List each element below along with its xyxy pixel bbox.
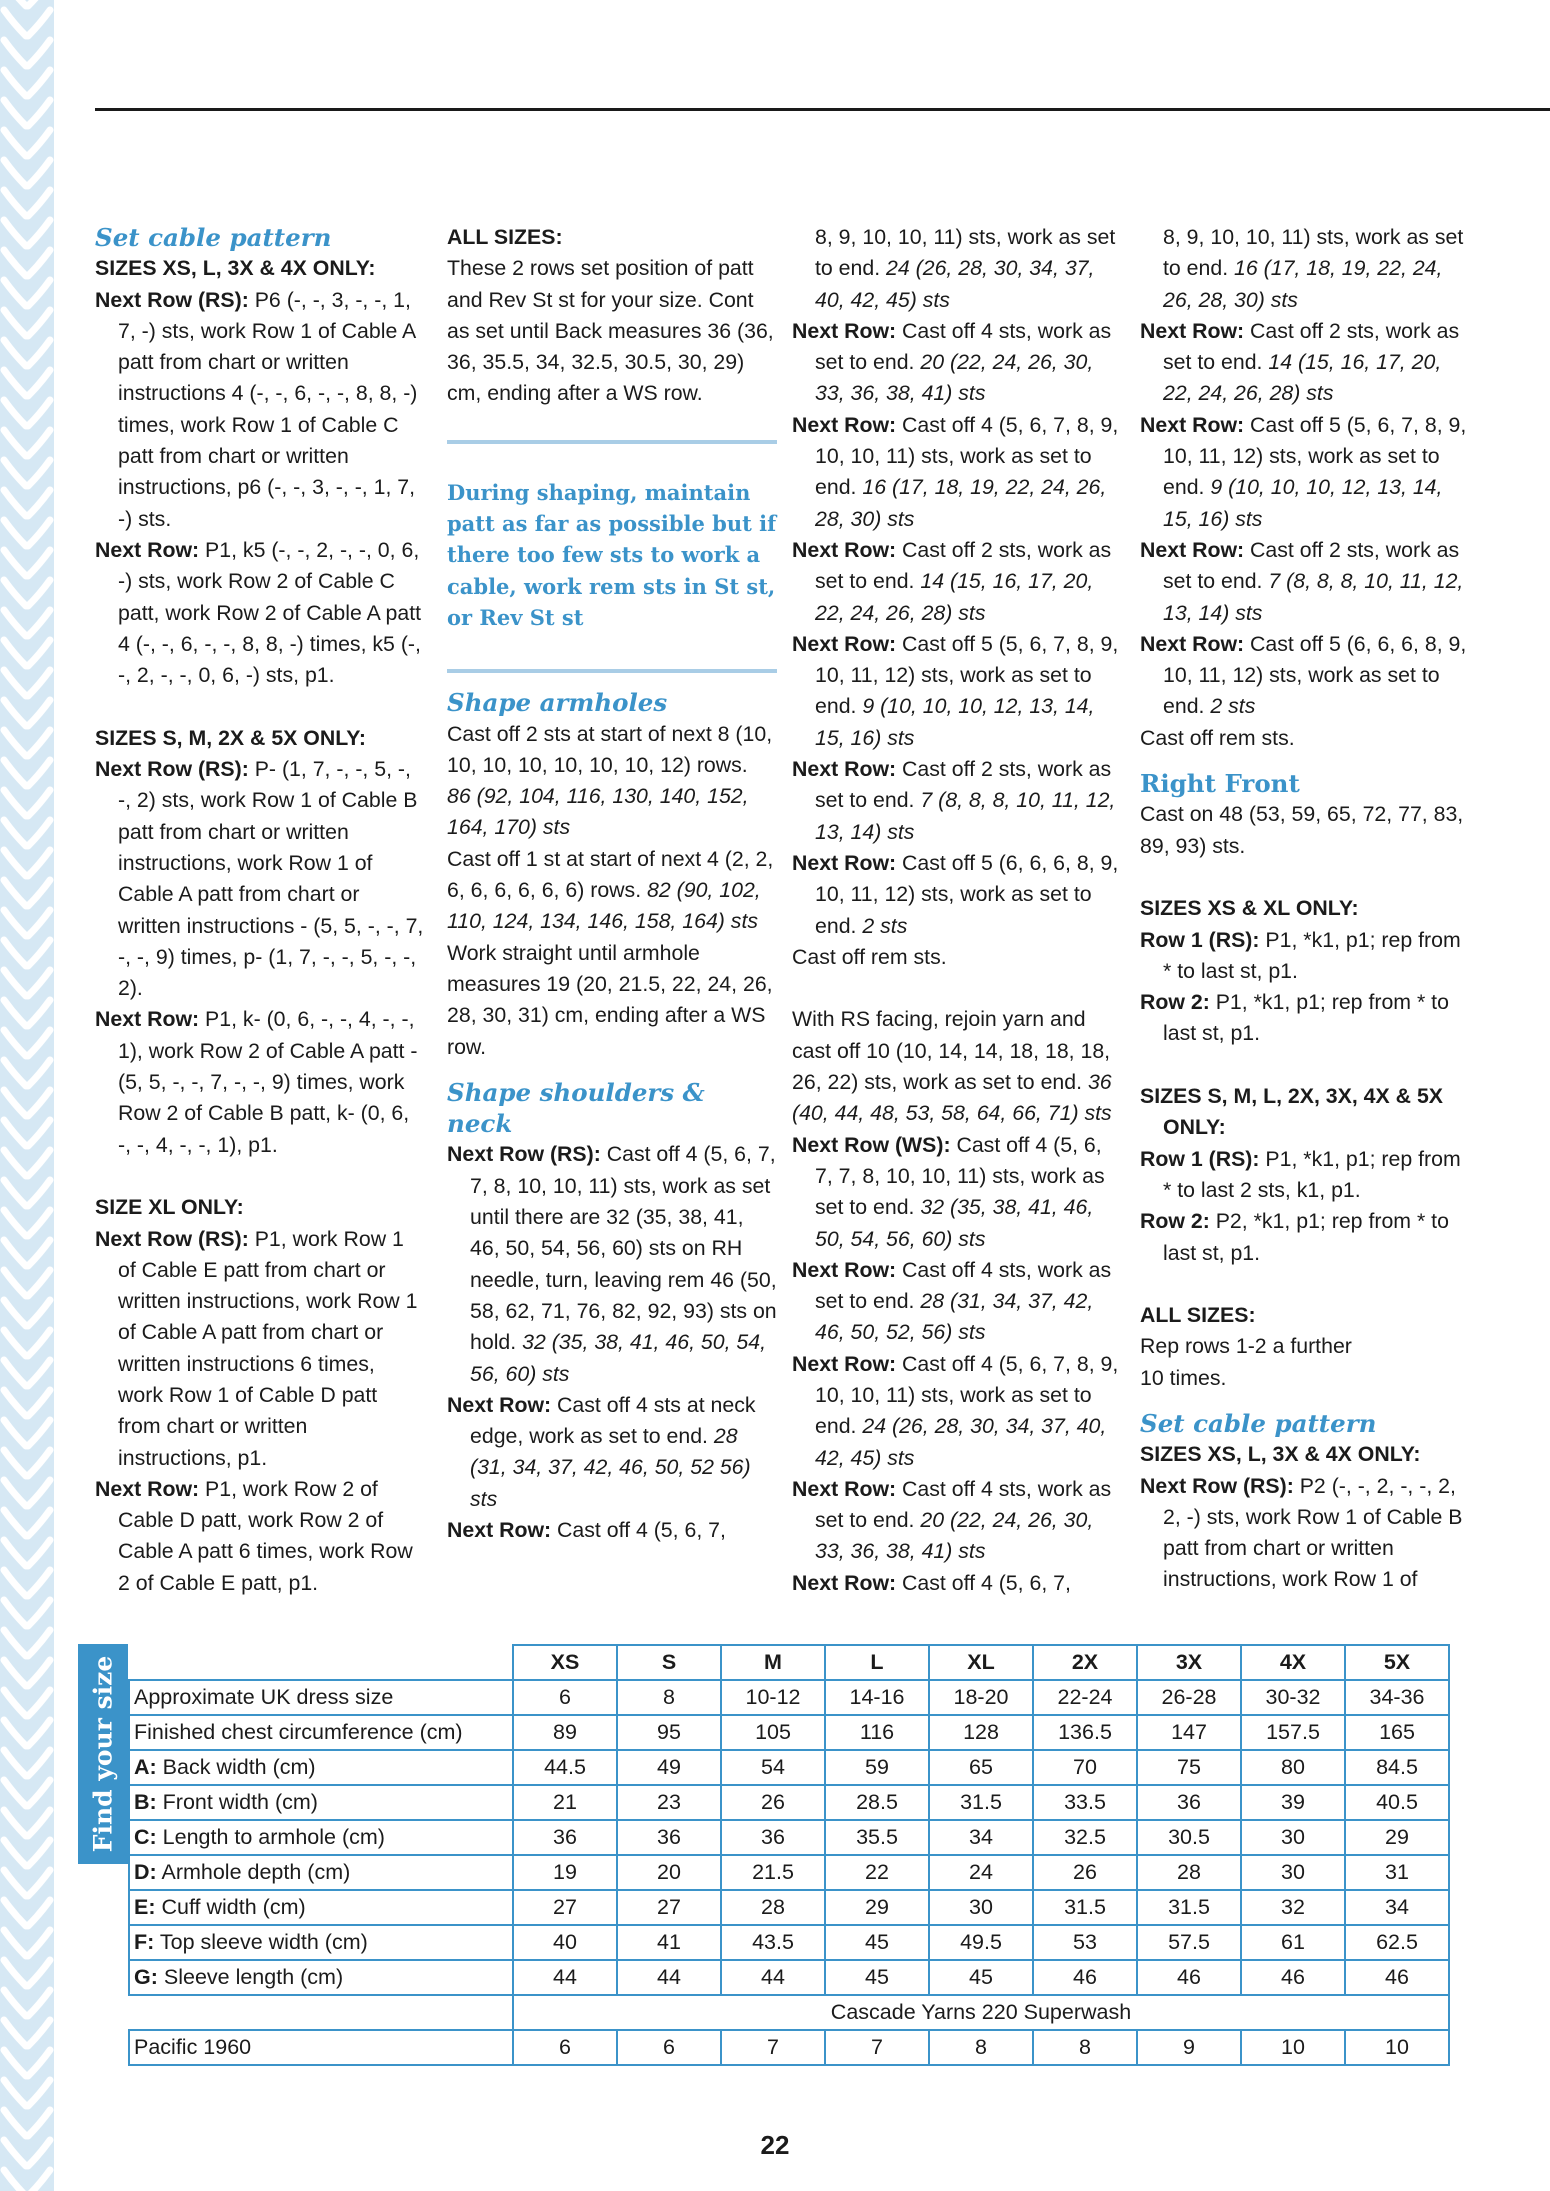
- column-2: [447, 222, 777, 1546]
- table-cell: 26: [721, 1785, 825, 1820]
- table-cell: 10: [1241, 2030, 1345, 2065]
- table-header-row: [129, 1645, 1449, 1680]
- table-cell: 62.5: [1345, 1925, 1449, 1960]
- table-cell: 41: [617, 1925, 721, 1960]
- table-cell: 22-24: [1033, 1680, 1137, 1715]
- table-cell: 7: [825, 2030, 929, 2065]
- instruction-row: [1140, 410, 1470, 535]
- table-cell: 31.5: [1137, 1890, 1241, 1925]
- table-cell: 8: [929, 2030, 1033, 2065]
- instruction-row: [95, 285, 425, 535]
- instruction-row: [792, 754, 1122, 848]
- table-cell: 22: [825, 1855, 929, 1890]
- measurement-key: E:: [134, 1895, 156, 1919]
- paragraph: Rep rows 1-2 a further 10 times.: [1140, 1334, 1352, 1390]
- text: Cast off 2 sts at start of next 8 (10, 10, 10, 10, 10, 10, 10, 12) rows.: [447, 721, 773, 777]
- tab-label: Find your size: [88, 1655, 118, 1853]
- stitch-count: 20 (22, 24, 26, 30, 33, 36, 38, 41) sts: [815, 1508, 1094, 1564]
- table-cell: 45: [825, 1960, 929, 1995]
- row-label: Next Row (WS):: [792, 1132, 951, 1157]
- table-cell: 46: [1033, 1960, 1137, 1995]
- size-header: 5X: [1345, 1645, 1449, 1680]
- row-label: Next Row:: [792, 318, 897, 343]
- table-cell: 31.5: [1033, 1890, 1137, 1925]
- measurement-label: Back width (cm): [156, 1755, 316, 1779]
- sizes-label: SIZES S, M, 2X & 5X ONLY:: [95, 725, 367, 750]
- table-cell: 36: [513, 1820, 617, 1855]
- instruction-row: [447, 1515, 777, 1546]
- yarn-brand-row: [129, 1995, 1449, 2030]
- sizes-label: SIZES XS & XL ONLY:: [1140, 896, 1359, 921]
- table-row: [129, 1960, 1449, 1995]
- row-label-cell: [129, 1680, 513, 1715]
- measurement-label: Armhole depth (cm): [156, 1860, 351, 1884]
- measurement-key: F:: [134, 1930, 155, 1954]
- instruction-row: [95, 754, 425, 1004]
- table-cell: 27: [617, 1890, 721, 1925]
- table-cell: 31: [1345, 1855, 1449, 1890]
- table-row: [129, 1680, 1449, 1715]
- measurement-label: Approximate UK dress size: [134, 1685, 394, 1709]
- table-cell: 6: [513, 1680, 617, 1715]
- row-text: P2 (-, -, 2, -, -, 2, 2, -) sts, work Row 1 of Cable B patt from chart or written instructions, work Row 1 of: [1163, 1473, 1463, 1592]
- table-cell: 54: [721, 1750, 825, 1785]
- instruction-row: [792, 1349, 1122, 1474]
- sizes-label: ALL SIZES:: [447, 225, 563, 249]
- measurement-label: Finished chest circumference (cm): [134, 1720, 463, 1744]
- table-cell: 24: [929, 1855, 1033, 1890]
- instruction-row: [792, 410, 1122, 535]
- row-label: Next Row:: [1140, 631, 1245, 656]
- table-cell: 32: [1241, 1890, 1345, 1925]
- table-cell: 27: [513, 1890, 617, 1925]
- instruction-row: [95, 1224, 425, 1474]
- table-cell: 18-20: [929, 1680, 1033, 1715]
- stitch-count: 14 (15, 16, 17, 20, 22, 24, 26, 28) sts: [1163, 350, 1442, 406]
- row-label: Row 1 (RS):: [1140, 927, 1260, 952]
- row-label: Next Row:: [792, 1476, 897, 1501]
- row-label-cell: [129, 1785, 513, 1820]
- row-text: Cast off 2 sts, work as set to end.: [1163, 318, 1460, 375]
- row-label: Next Row (RS):: [95, 757, 249, 782]
- stitch-count: 16 (17, 18, 19, 22, 24, 26, 28, 30) sts: [815, 475, 1107, 531]
- row-text: Cast off 4 sts, work as set to end.: [815, 1476, 1112, 1533]
- sizes-label: SIZES S, M, L, 2X, 3X, 4X & 5X ONLY:: [1140, 1084, 1443, 1140]
- find-your-size-tab: [78, 1644, 128, 1864]
- measurement-key: C:: [134, 1825, 157, 1849]
- row-label: Next Row:: [1140, 537, 1245, 562]
- yarn-quantity-row: [129, 2030, 1449, 2065]
- instruction-row: [95, 1004, 425, 1160]
- row-text: Cast off 4 sts, work as set to end.: [815, 318, 1112, 375]
- column-4: [1140, 222, 1470, 1596]
- row-text: Cast off 4 (5, 6, 7,: [896, 1570, 1071, 1595]
- instruction-row: [1140, 1206, 1470, 1269]
- row-label: Next Row:: [792, 1570, 897, 1595]
- table-cell: 61: [1241, 1925, 1345, 1960]
- stitch-count: 20 (22, 24, 26, 30, 33, 36, 38, 41) sts: [815, 350, 1094, 406]
- table-cell: 39: [1241, 1785, 1345, 1820]
- instruction-row: [95, 1474, 425, 1599]
- table-cell: 35.5: [825, 1820, 929, 1855]
- row-text: Cast off 4 sts at neck edge, work as set to end.: [470, 1392, 756, 1449]
- stitch-count: 2 sts: [1210, 694, 1256, 719]
- instruction-row: [792, 848, 1122, 942]
- instruction-row: [792, 316, 1122, 410]
- stitch-count: 28 (31, 34, 37, 42, 46, 50, 52 56) sts: [470, 1424, 751, 1511]
- table-cell: 116: [825, 1715, 929, 1750]
- table-cell: 89: [513, 1715, 617, 1750]
- table-cell: 44: [513, 1960, 617, 1995]
- table-cell: 105: [721, 1715, 825, 1750]
- yarn-colour-label: Pacific 1960: [129, 2030, 513, 2065]
- row-label-cell: [129, 1960, 513, 1995]
- stitch-count: 32 (35, 38, 41, 46, 50, 54, 56, 60) sts: [815, 1195, 1094, 1251]
- instruction-row: [1140, 535, 1470, 629]
- measurement-label: Sleeve length (cm): [157, 1965, 344, 1989]
- page-number: 22: [760, 2130, 790, 2160]
- stitch-count: 28 (31, 34, 37, 42, 46, 50, 52, 56) sts: [815, 1289, 1094, 1345]
- size-header: 2X: [1033, 1645, 1137, 1680]
- stitch-count: 7 (8, 8, 8, 10, 11, 12, 13, 14) sts: [815, 788, 1116, 844]
- table-cell: 26: [1033, 1855, 1137, 1890]
- instruction-row: [792, 535, 1122, 629]
- sizes-label: SIZES XS, L, 3X & 4X ONLY:: [1140, 1442, 1421, 1467]
- table-cell: 6: [617, 2030, 721, 2065]
- row-text: Cast off 2 sts, work as set to end.: [1163, 537, 1460, 594]
- paragraph: [447, 844, 777, 938]
- measurement-label: Front width (cm): [156, 1790, 318, 1814]
- table-cell: 80: [1241, 1750, 1345, 1785]
- table-cell: 95: [617, 1715, 721, 1750]
- table-cell: 157.5: [1241, 1715, 1345, 1750]
- instruction-row: [1140, 925, 1470, 988]
- table-cell: 30.5: [1137, 1820, 1241, 1855]
- table-cell: 30: [929, 1890, 1033, 1925]
- row-label: Next Row (RS):: [447, 1142, 601, 1167]
- table-cell: 7: [721, 2030, 825, 2065]
- row-text: Cast off 5 (5, 6, 7, 8, 9, 10, 11, 12) sts, work as set to end.: [815, 631, 1119, 719]
- table-cell: 10: [1345, 2030, 1449, 2065]
- top-rule: [95, 108, 1550, 111]
- row-text: P- (1, 7, -, -, 5, -, -, 2) sts, work Row 1 of Cable B patt from chart or written instructions, work Row 1 of Cable A patt from chart or written instructions - (5, 5, -, -, 7, -, -, 9) times, p- (1, 7, -, -, 5, -, -, 2).: [118, 757, 424, 1001]
- paragraph: These 2 rows set position of patt and Rev St st for your size. Cont as set until Back measures 36 (36, 36, 35.5, 34, 32.5, 30.5, 30, 29) cm, ending after a WS row.: [447, 256, 774, 406]
- instruction-row: [1140, 629, 1470, 723]
- table-row: [129, 1750, 1449, 1785]
- measurement-label: Top sleeve width (cm): [154, 1930, 368, 1954]
- row-label: Next Row:: [95, 1007, 200, 1032]
- sizes-label: ALL SIZES:: [1140, 1303, 1256, 1328]
- instruction-row: [792, 629, 1122, 754]
- row-text: P1, *k1, p1; rep from * to last st, p1.: [1163, 927, 1461, 983]
- continued-row: [792, 222, 1122, 316]
- instruction-row: [1140, 316, 1470, 410]
- table-cell: 53: [1033, 1925, 1137, 1960]
- row-label: Next Row:: [1140, 318, 1245, 343]
- row-text: P1, work Row 1 of Cable E patt from chart or written instructions, work Row 1 of Cable A patt from chart or written instructions 6 times, work Row 1 of Cable D patt from chart or written instructions, p1.: [118, 1226, 418, 1470]
- row-label: Next Row:: [792, 631, 897, 656]
- table-cell: 44: [617, 1960, 721, 1995]
- table-cell: 23: [617, 1785, 721, 1820]
- size-header: M: [721, 1645, 825, 1680]
- stitch-count: 36 (40, 44, 48, 53, 58, 64, 66, 71) sts: [792, 1070, 1112, 1126]
- table-cell: 147: [1137, 1715, 1241, 1750]
- table-cell: 26-28: [1137, 1680, 1241, 1715]
- tip-text: During shaping, maintain patt as far as possible but if there too few sts to work a cable, work rem sts in St st, or Rev St st: [447, 479, 777, 630]
- heading-set-cable-pattern-front: Set cable pattern: [1140, 1408, 1377, 1438]
- stitch-count: 82 (90, 102, 110, 124, 134, 146, 158, 164) sts: [447, 878, 761, 934]
- sizes-label: SIZE XL ONLY:: [95, 1195, 244, 1220]
- table-cell: 46: [1241, 1960, 1345, 1995]
- table-cell: 28: [1137, 1855, 1241, 1890]
- row-label: Next Row:: [792, 850, 897, 875]
- size-header: S: [617, 1645, 721, 1680]
- row-label: Row 1 (RS):: [1140, 1146, 1260, 1171]
- row-label: Next Row:: [95, 1476, 200, 1501]
- paragraph: Cast off rem sts.: [1140, 725, 1295, 750]
- instruction-row: [1140, 1144, 1470, 1207]
- table-cell: 46: [1345, 1960, 1449, 1995]
- table-cell: 30-32: [1241, 1680, 1345, 1715]
- row-text: Cast off 4 (5, 6, 7,: [551, 1517, 726, 1542]
- instruction-row: [792, 1568, 1122, 1599]
- stitch-count: 14 (15, 16, 17, 20, 22, 24, 26, 28) sts: [815, 569, 1094, 625]
- table-cell: 34-36: [1345, 1680, 1449, 1715]
- table-cell: 14-16: [825, 1680, 929, 1715]
- instruction-row: [1140, 987, 1470, 1050]
- row-text: P1, work Row 2 of Cable D patt, work Row 2 of Cable A patt 6 times, work Row 2 of Cable E patt, p1.: [118, 1476, 413, 1595]
- table-cell: 45: [929, 1960, 1033, 1995]
- table-row: [129, 1855, 1449, 1890]
- table-cell: 45: [825, 1925, 929, 1960]
- table-cell: 46: [1137, 1960, 1241, 1995]
- size-table: [128, 1644, 1450, 2066]
- table-cell: 10-12: [721, 1680, 825, 1715]
- paragraph: Work straight until armhole measures 19 (20, 21.5, 22, 24, 26, 28, 30, 31) cm, ending after a WS row.: [447, 940, 773, 1059]
- measurement-key: B:: [134, 1790, 157, 1814]
- table-cell: 33.5: [1033, 1785, 1137, 1820]
- size-header: XS: [513, 1645, 617, 1680]
- measurement-label: Length to armhole (cm): [156, 1825, 385, 1849]
- stitch-count: 2 sts: [862, 913, 908, 938]
- table-cell: 59: [825, 1750, 929, 1785]
- instruction-row: [792, 1255, 1122, 1349]
- table-cell: 70: [1033, 1750, 1137, 1785]
- instruction-row: [792, 1474, 1122, 1568]
- row-label-cell: [129, 1820, 513, 1855]
- size-header: L: [825, 1645, 929, 1680]
- row-text: P1, *k1, p1; rep from * to last 2 sts, k1, p1.: [1163, 1146, 1461, 1202]
- measurement-label: Cuff width (cm): [155, 1895, 306, 1919]
- instruction-row: [447, 1390, 777, 1515]
- table-cell: 8: [1033, 2030, 1137, 2065]
- table-row: [129, 1785, 1449, 1820]
- row-text: Cast off 4 sts, work as set to end.: [815, 1257, 1112, 1314]
- continued-row: [1140, 222, 1470, 316]
- column-3: [792, 222, 1122, 1599]
- table-cell: 49.5: [929, 1925, 1033, 1960]
- size-header: XL: [929, 1645, 1033, 1680]
- table-cell: 44.5: [513, 1750, 617, 1785]
- heading-right-front: Right Front: [1140, 769, 1300, 799]
- paragraph: [792, 1004, 1122, 1129]
- table-cell: 8: [617, 1680, 721, 1715]
- row-label: Next Row (RS):: [1140, 1473, 1294, 1498]
- size-header: 4X: [1241, 1645, 1345, 1680]
- row-label: Next Row:: [792, 1257, 897, 1282]
- row-text: Cast off 4 (5, 6, 7, 7, 8, 10, 10, 11) sts, work as set to end.: [815, 1132, 1105, 1220]
- row-label: Next Row (RS):: [95, 1226, 249, 1251]
- instruction-row: [447, 1139, 777, 1389]
- table-cell: 19: [513, 1855, 617, 1890]
- measurement-key: A:: [134, 1755, 157, 1779]
- row-text: P2, *k1, p1; rep from * to last st, p1.: [1163, 1209, 1449, 1265]
- row-label: Next Row:: [447, 1392, 552, 1417]
- stitch-count: 9 (10, 10, 10, 12, 13, 14, 15, 16) sts: [815, 694, 1095, 750]
- table-cell: 30: [1241, 1820, 1345, 1855]
- instruction-row: [95, 535, 425, 691]
- column-1: [95, 222, 425, 1599]
- table-row: [129, 1925, 1449, 1960]
- row-text: P1, k- (0, 6, -, -, 4, -, -, 1), work Row 2 of Cable A patt - (5, 5, -, -, 7, -, -, 9) times, work Row 2 of Cable B patt, k- (0, 6, -, -, 4, -, -, 1), p1.: [118, 1007, 418, 1157]
- row-label: Next Row:: [95, 537, 200, 562]
- row-label: Next Row:: [792, 1351, 897, 1376]
- table-cell: 36: [617, 1820, 721, 1855]
- table-cell: 21: [513, 1785, 617, 1820]
- table-cell: 40.5: [1345, 1785, 1449, 1820]
- table-cell: 20: [617, 1855, 721, 1890]
- row-text: Cast off 2 sts, work as set to end.: [815, 757, 1112, 813]
- stitch-count: 24 (26, 28, 30, 34, 37, 40, 42, 45) sts: [815, 256, 1095, 312]
- row-label: Next Row:: [1140, 412, 1245, 437]
- row-label-cell: [129, 1925, 513, 1960]
- row-text: Cast off 4 (5, 6, 7, 8, 9, 10, 10, 11) sts, work as set to end.: [815, 1351, 1119, 1439]
- row-text: P1, *k1, p1; rep from * to last st, p1.: [1163, 990, 1449, 1046]
- heading-shape-shoulders-neck: Shape shoulders & neck: [447, 1077, 705, 1139]
- table-cell: 9: [1137, 2030, 1241, 2065]
- row-label-cell: [129, 1855, 513, 1890]
- paragraph: Cast on 48 (53, 59, 65, 72, 77, 83, 89, 93) sts.: [1140, 802, 1464, 858]
- cable-knit-border-icon: [0, 0, 54, 2191]
- table-cell: 165: [1345, 1715, 1449, 1750]
- row-label-cell: [129, 1890, 513, 1925]
- table-row: [129, 1890, 1449, 1925]
- row-label: Next Row:: [792, 757, 897, 782]
- row-label: Next Row:: [792, 412, 897, 437]
- stitch-count: 9 (10, 10, 10, 12, 13, 14, 15, 16) sts: [1163, 475, 1443, 531]
- size-header: 3X: [1137, 1645, 1241, 1680]
- row-text: P1, k5 (-, -, 2, -, -, 0, 6, -) sts, work Row 2 of Cable C patt, work Row 2 of Cable A patt 4 (-, -, 6, -, -, 8, 8, -) times, k5 (-, -, 2, -, -, 0, 6, -) sts, p1.: [118, 537, 422, 688]
- stitch-count: 7 (8, 8, 8, 10, 11, 12, 13, 14) sts: [1163, 569, 1464, 625]
- heading-set-cable-pattern: Set cable pattern: [95, 223, 332, 252]
- table-cell: 84.5: [1345, 1750, 1449, 1785]
- row-label: Row 2:: [1140, 1209, 1210, 1234]
- row-label: Next Row (RS):: [95, 287, 249, 312]
- header-corner: [129, 1645, 513, 1680]
- row-text: Cast off 5 (5, 6, 7, 8, 9, 10, 11, 12) sts, work as set to end.: [1163, 412, 1467, 500]
- table-cell: 21.5: [721, 1855, 825, 1890]
- measurement-key: D:: [134, 1860, 157, 1884]
- stitch-count: 24 (26, 28, 30, 34, 37, 40, 42, 45) sts: [815, 1414, 1107, 1470]
- table-cell: 29: [1345, 1820, 1449, 1855]
- row-text: Cast off 2 sts, work as set to end.: [815, 537, 1112, 594]
- table-cell: 44: [721, 1960, 825, 1995]
- row-text: 8, 9, 10, 10, 11) sts, work as set to end.: [815, 225, 1116, 281]
- heading-shape-armholes: Shape armholes: [447, 688, 668, 718]
- sizes-label: SIZES XS, L, 3X & 4X ONLY:: [95, 256, 376, 281]
- row-label-cell: [129, 1715, 513, 1750]
- text: With RS facing, rejoin yarn and cast off 10 (10, 14, 14, 18, 18, 18, 26, 22) sts, work as set to end.: [792, 1007, 1111, 1095]
- paragraph: Cast off rem sts.: [792, 944, 947, 969]
- row-text: Cast off 5 (6, 6, 6, 8, 9, 10, 11, 12) sts, work as set to end.: [815, 850, 1119, 938]
- table-cell: 57.5: [1137, 1925, 1241, 1960]
- table-cell: 34: [929, 1820, 1033, 1855]
- row-text: 8, 9, 10, 10, 11) sts, work as set to end.: [1163, 225, 1464, 281]
- row-text: Cast off 5 (6, 6, 6, 8, 9, 10, 11, 12) sts, work as set to end.: [1163, 631, 1467, 719]
- table-cell: 32.5: [1033, 1820, 1137, 1855]
- table-cell: 128: [929, 1715, 1033, 1750]
- table-cell: 6: [513, 2030, 617, 2065]
- row-label: Next Row:: [792, 537, 897, 562]
- table-cell: 36: [1137, 1785, 1241, 1820]
- table-cell: 29: [825, 1890, 929, 1925]
- measurement-key: G:: [134, 1965, 158, 1989]
- stitch-count: 16 (17, 18, 19, 22, 24, 26, 28, 30) sts: [1163, 256, 1443, 312]
- table-row: [129, 1820, 1449, 1855]
- table-cell: 65: [929, 1750, 1033, 1785]
- stitch-count: 32 (35, 38, 41, 46, 50, 54, 56, 60) sts: [470, 1330, 767, 1386]
- yarn-brand: Cascade Yarns 220 Superwash: [513, 1995, 1449, 2030]
- tip-box: [447, 440, 777, 673]
- instruction-row: [1140, 1471, 1470, 1596]
- table-cell: 30: [1241, 1855, 1345, 1890]
- table-cell: 34: [1345, 1890, 1449, 1925]
- paragraph: [447, 719, 777, 844]
- row-text: Cast off 4 (5, 6, 7, 7, 8, 10, 10, 11) sts, work as set until there are 32 (35, 38, 41, 46, 50, 54, 56, 60) sts on RH needle, turn, leaving rem 46 (50, 58, 62, 71, 76, 82, 92, 93) sts on hold.: [470, 1142, 777, 1355]
- table-cell: 36: [721, 1820, 825, 1855]
- stitch-count: 86 (92, 104, 116, 130, 140, 152, 164, 170) sts: [447, 784, 749, 840]
- row-label: Row 2:: [1140, 990, 1210, 1015]
- table-cell: 31.5: [929, 1785, 1033, 1820]
- table-cell: 75: [1137, 1750, 1241, 1785]
- instruction-row: [792, 1130, 1122, 1255]
- row-text: P6 (-, -, 3, -, -, 1, 7, -) sts, work Row 1 of Cable A patt from chart or written instructions 4 (-, -, 6, -, -, 8, 8, -) times, work Row 1 of Cable C patt from chart or written instructions, p6 (-, -, 3, -, -, 1, 7, -) sts.: [118, 287, 418, 531]
- table-cell: 43.5: [721, 1925, 825, 1960]
- row-label: Next Row:: [447, 1517, 552, 1542]
- empty-cell: [129, 1995, 513, 2030]
- row-text: Cast off 4 (5, 6, 7, 8, 9, 10, 10, 11) sts, work as set to end.: [815, 412, 1119, 500]
- table-cell: 49: [617, 1750, 721, 1785]
- row-label-cell: [129, 1750, 513, 1785]
- table-cell: 136.5: [1033, 1715, 1137, 1750]
- table-cell: 28: [721, 1890, 825, 1925]
- table-cell: 28.5: [825, 1785, 929, 1820]
- text: Cast off 1 st at start of next 4 (2, 2, 6, 6, 6, 6, 6, 6) rows.: [447, 846, 774, 903]
- table-row: [129, 1715, 1449, 1750]
- table-cell: 40: [513, 1925, 617, 1960]
